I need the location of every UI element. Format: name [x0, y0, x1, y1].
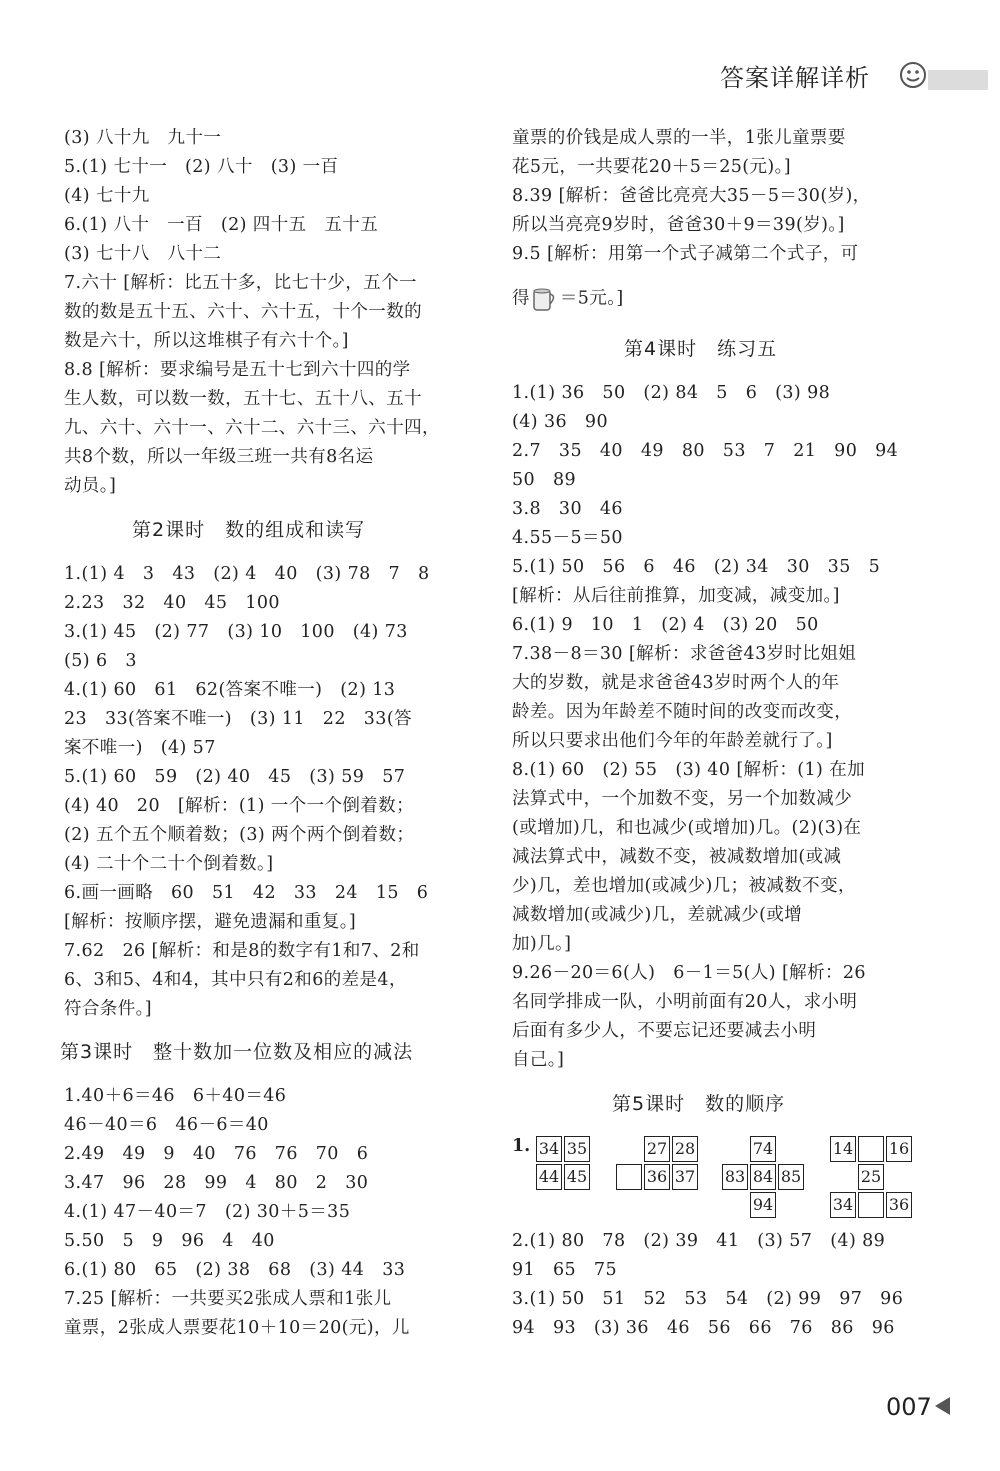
grid-cell: 34: [536, 1136, 562, 1162]
grid-cell: 44: [536, 1164, 562, 1190]
answer-line: 案不唯一) (4) 57: [64, 738, 216, 758]
header-title: 答案详解详析: [720, 64, 870, 92]
answer-line: 7.38－8＝30 [解析：求爸爸43岁时比姐姐: [512, 644, 857, 664]
answer-line: 3.(1) 50 51 52 53 54 (2) 99 97 96: [512, 1289, 904, 1309]
grid-cell: 94: [750, 1192, 776, 1218]
grid-cell: 28: [672, 1136, 698, 1162]
answer-line: 23 33(答案不唯一) (3) 11 22 33(答: [64, 709, 412, 729]
grid-cell: [858, 1192, 884, 1218]
cup-icon: [530, 284, 560, 314]
answer-line: 94 93 (3) 36 46 56 66 76 86 96: [512, 1318, 895, 1338]
answer-line: 3.8 30 46: [512, 499, 623, 519]
section-heading: 第2课时 数的组成和读写: [132, 519, 366, 541]
grid-cell: 35: [564, 1136, 590, 1162]
answer-line: 法算式中，一个加数不变，另一个加数减少: [512, 789, 853, 809]
answer-line: (3) 七十八 八十二: [64, 244, 222, 264]
page-number: 007: [886, 1393, 932, 1421]
answer-line: 符合条件。]: [64, 999, 152, 1019]
answer-line: 7.25 [解析：一共要买2张成人票和1张儿: [64, 1289, 392, 1309]
grid-cell: 36: [644, 1164, 670, 1190]
grid-cell: 34: [830, 1192, 856, 1218]
answer-line: 所以当亮亮9岁时，爸爸30＋9＝39(岁)。]: [512, 215, 845, 235]
grid-cell: 74: [750, 1136, 776, 1162]
answer-line: 所以只要求出他们今年的年龄差就行了。]: [512, 731, 833, 751]
answer-line: 1.(1) 4 3 43 (2) 4 40 (3) 78 7 8: [64, 564, 430, 584]
answer-line: 九、六十、六十一、六十二、六十三、六十四，: [64, 418, 440, 438]
answer-line: (3) 八十九 九十一: [64, 128, 222, 148]
answer-line: 7.62 26 [解析：和是8的数字有1和7、2和: [64, 941, 420, 961]
answer-line: 1.(1) 36 50 (2) 84 5 6 (3) 98: [512, 383, 831, 403]
answer-line: 童票，2张成人票要花10＋10＝20(元)，儿: [64, 1318, 410, 1338]
grid-cell: 45: [564, 1164, 590, 1190]
section-heading: 第3课时 整十数加一位数及相应的减法: [60, 1041, 414, 1063]
answer-line: 得 ＝5元。]: [512, 284, 624, 314]
answer-line: (4) 40 20 [解析：(1) 一个一个倒着数；: [64, 796, 414, 816]
answer-line: 3.47 96 28 99 4 80 2 30: [64, 1173, 369, 1193]
answer-line: 2.49 49 9 40 76 76 70 6: [64, 1144, 369, 1164]
grid-cell: [858, 1136, 884, 1162]
section-heading: 第4课时 练习五: [624, 338, 778, 360]
answer-line: [解析：按顺序摆，避免遗漏和重复。]: [64, 912, 357, 932]
answer-line: 加)几。]: [512, 934, 572, 954]
answer-line: 名同学排成一队，小明前面有20人，求小明: [512, 992, 858, 1012]
answer-line: 减数增加(或减少)几，差就减少(或增: [512, 905, 803, 925]
answer-line: 50 89: [512, 470, 577, 490]
answer-line: 4.(1) 47－40＝7 (2) 30＋5＝35: [64, 1202, 351, 1222]
answer-line: 花5元，一共要花20＋5＝25(元)。]: [512, 157, 792, 177]
answer-line: 龄差。因为年龄差不随时间的改变而改变，: [512, 702, 853, 722]
page-arrow-icon: [935, 1397, 950, 1415]
grid-cell: 25: [858, 1164, 884, 1190]
answer-line: 自己。]: [512, 1050, 565, 1070]
grid-cell: 85: [778, 1164, 804, 1190]
answer-line: 2.(1) 80 78 (2) 39 41 (3) 57 (4) 89: [512, 1231, 886, 1251]
answer-line: 6、3和5、4和4，其中只有2和6的差是4，: [64, 970, 407, 990]
answer-line: 大的岁数，就是求爸爸43岁时两个人的年: [512, 673, 840, 693]
grid-cell: 83: [722, 1164, 748, 1190]
answer-line: 91 65 75: [512, 1260, 618, 1280]
answer-line: 3.(1) 45 (2) 77 (3) 10 100 (4) 73: [64, 622, 408, 642]
answer-line: 生人数，可以数一数，五十七、五十八、五十: [64, 389, 422, 409]
answer-line: 7.六十 [解析：比五十多，比七十少，五个一: [64, 273, 417, 293]
answer-line: 6.(1) 八十 一百 (2) 四十五 五十五: [64, 215, 379, 235]
answer-line: 童票的价钱是成人票的一半，1张儿童票要: [512, 128, 846, 148]
answer-line: 5.(1) 50 56 6 46 (2) 34 30 35 5: [512, 557, 881, 577]
answer-line: 4.(1) 60 61 62(答案不唯一) (2) 13: [64, 680, 396, 700]
answer-line: 2.23 32 40 45 100: [64, 593, 280, 613]
answer-line: 1.40＋6＝46 6＋40＝46: [64, 1086, 287, 1106]
answer-line: 8.8 [解析：要求编号是五十七到六十四的学: [64, 360, 411, 380]
smiley-logo-icon: [898, 60, 928, 90]
answer-line: 5.50 5 9 96 4 40: [64, 1231, 275, 1251]
answer-line: 6.(1) 9 10 1 (2) 4 (3) 20 50: [512, 615, 819, 635]
answer-line: (5) 6 3: [64, 651, 137, 671]
answer-line: (2) 五个五个顺着数；(3) 两个两个倒着数；: [64, 825, 415, 845]
grid-cell: 37: [672, 1164, 698, 1190]
answer-line: 2.7 35 40 49 80 53 7 21 90 94: [512, 441, 899, 461]
answer-line: 9.5 [解析：用第一个式子减第二个式子，可: [512, 244, 859, 264]
grid-cell: 16: [886, 1136, 912, 1162]
answer-line: 46－40＝6 46－6＝40: [64, 1115, 269, 1135]
answer-line: 数是六十，所以这堆棋子有六十个。]: [64, 331, 349, 351]
grid-cell: 84: [750, 1164, 776, 1190]
answer-line: 后面有多少人，不要忘记还要减去小明: [512, 1021, 817, 1041]
answer-line: 5.(1) 七十一 (2) 八十 (3) 一百: [64, 157, 339, 177]
answer-line: (4) 二十个二十个倒着数。]: [64, 854, 274, 874]
answer-line: 8.39 [解析：爸爸比亮亮大35－5＝30(岁)，: [512, 186, 871, 206]
answer-line: (或增加)几，和也减少(或增加)几。(2)(3)在: [512, 818, 862, 838]
answer-line: 8.(1) 60 (2) 55 (3) 40 [解析：(1) 在加: [512, 760, 865, 780]
grid-cell: 27: [644, 1136, 670, 1162]
answer-line: 6.(1) 80 65 (2) 38 68 (3) 44 33: [64, 1260, 406, 1280]
answer-line: 动员。]: [64, 476, 117, 496]
answer-line: (4) 36 90: [512, 412, 608, 432]
answer-line: (4) 七十九: [64, 186, 150, 206]
section-heading: 第5课时 数的顺序: [612, 1093, 786, 1115]
grid-cell: 36: [886, 1192, 912, 1218]
question-1-label: 1.: [512, 1136, 531, 1156]
header-decoration-bar: [928, 70, 988, 90]
answer-line: 数的数是五十五、六十、六十五，十个一数的: [64, 302, 422, 322]
grid-cell: [616, 1164, 642, 1190]
answer-line: 6.画一画略 60 51 42 33 24 15 6: [64, 883, 429, 903]
grid-cell: 14: [830, 1136, 856, 1162]
answer-line: 4.55－5＝50: [512, 528, 623, 548]
answer-line: 9.26－20＝6(人) 6－1＝5(人) [解析：26: [512, 963, 866, 983]
answer-line: 5.(1) 60 59 (2) 40 45 (3) 59 57: [64, 767, 406, 787]
answer-line: 共8个数，所以一年级三班一共有8名运: [64, 447, 374, 467]
answer-line: 少)几，差也增加(或减少)几；被减数不变，: [512, 876, 856, 896]
answer-line: [解析：从后往前推算，加变减，减变加。]: [512, 586, 840, 606]
answer-line: 减法算式中，减数不变，被减数增加(或减: [512, 847, 842, 867]
